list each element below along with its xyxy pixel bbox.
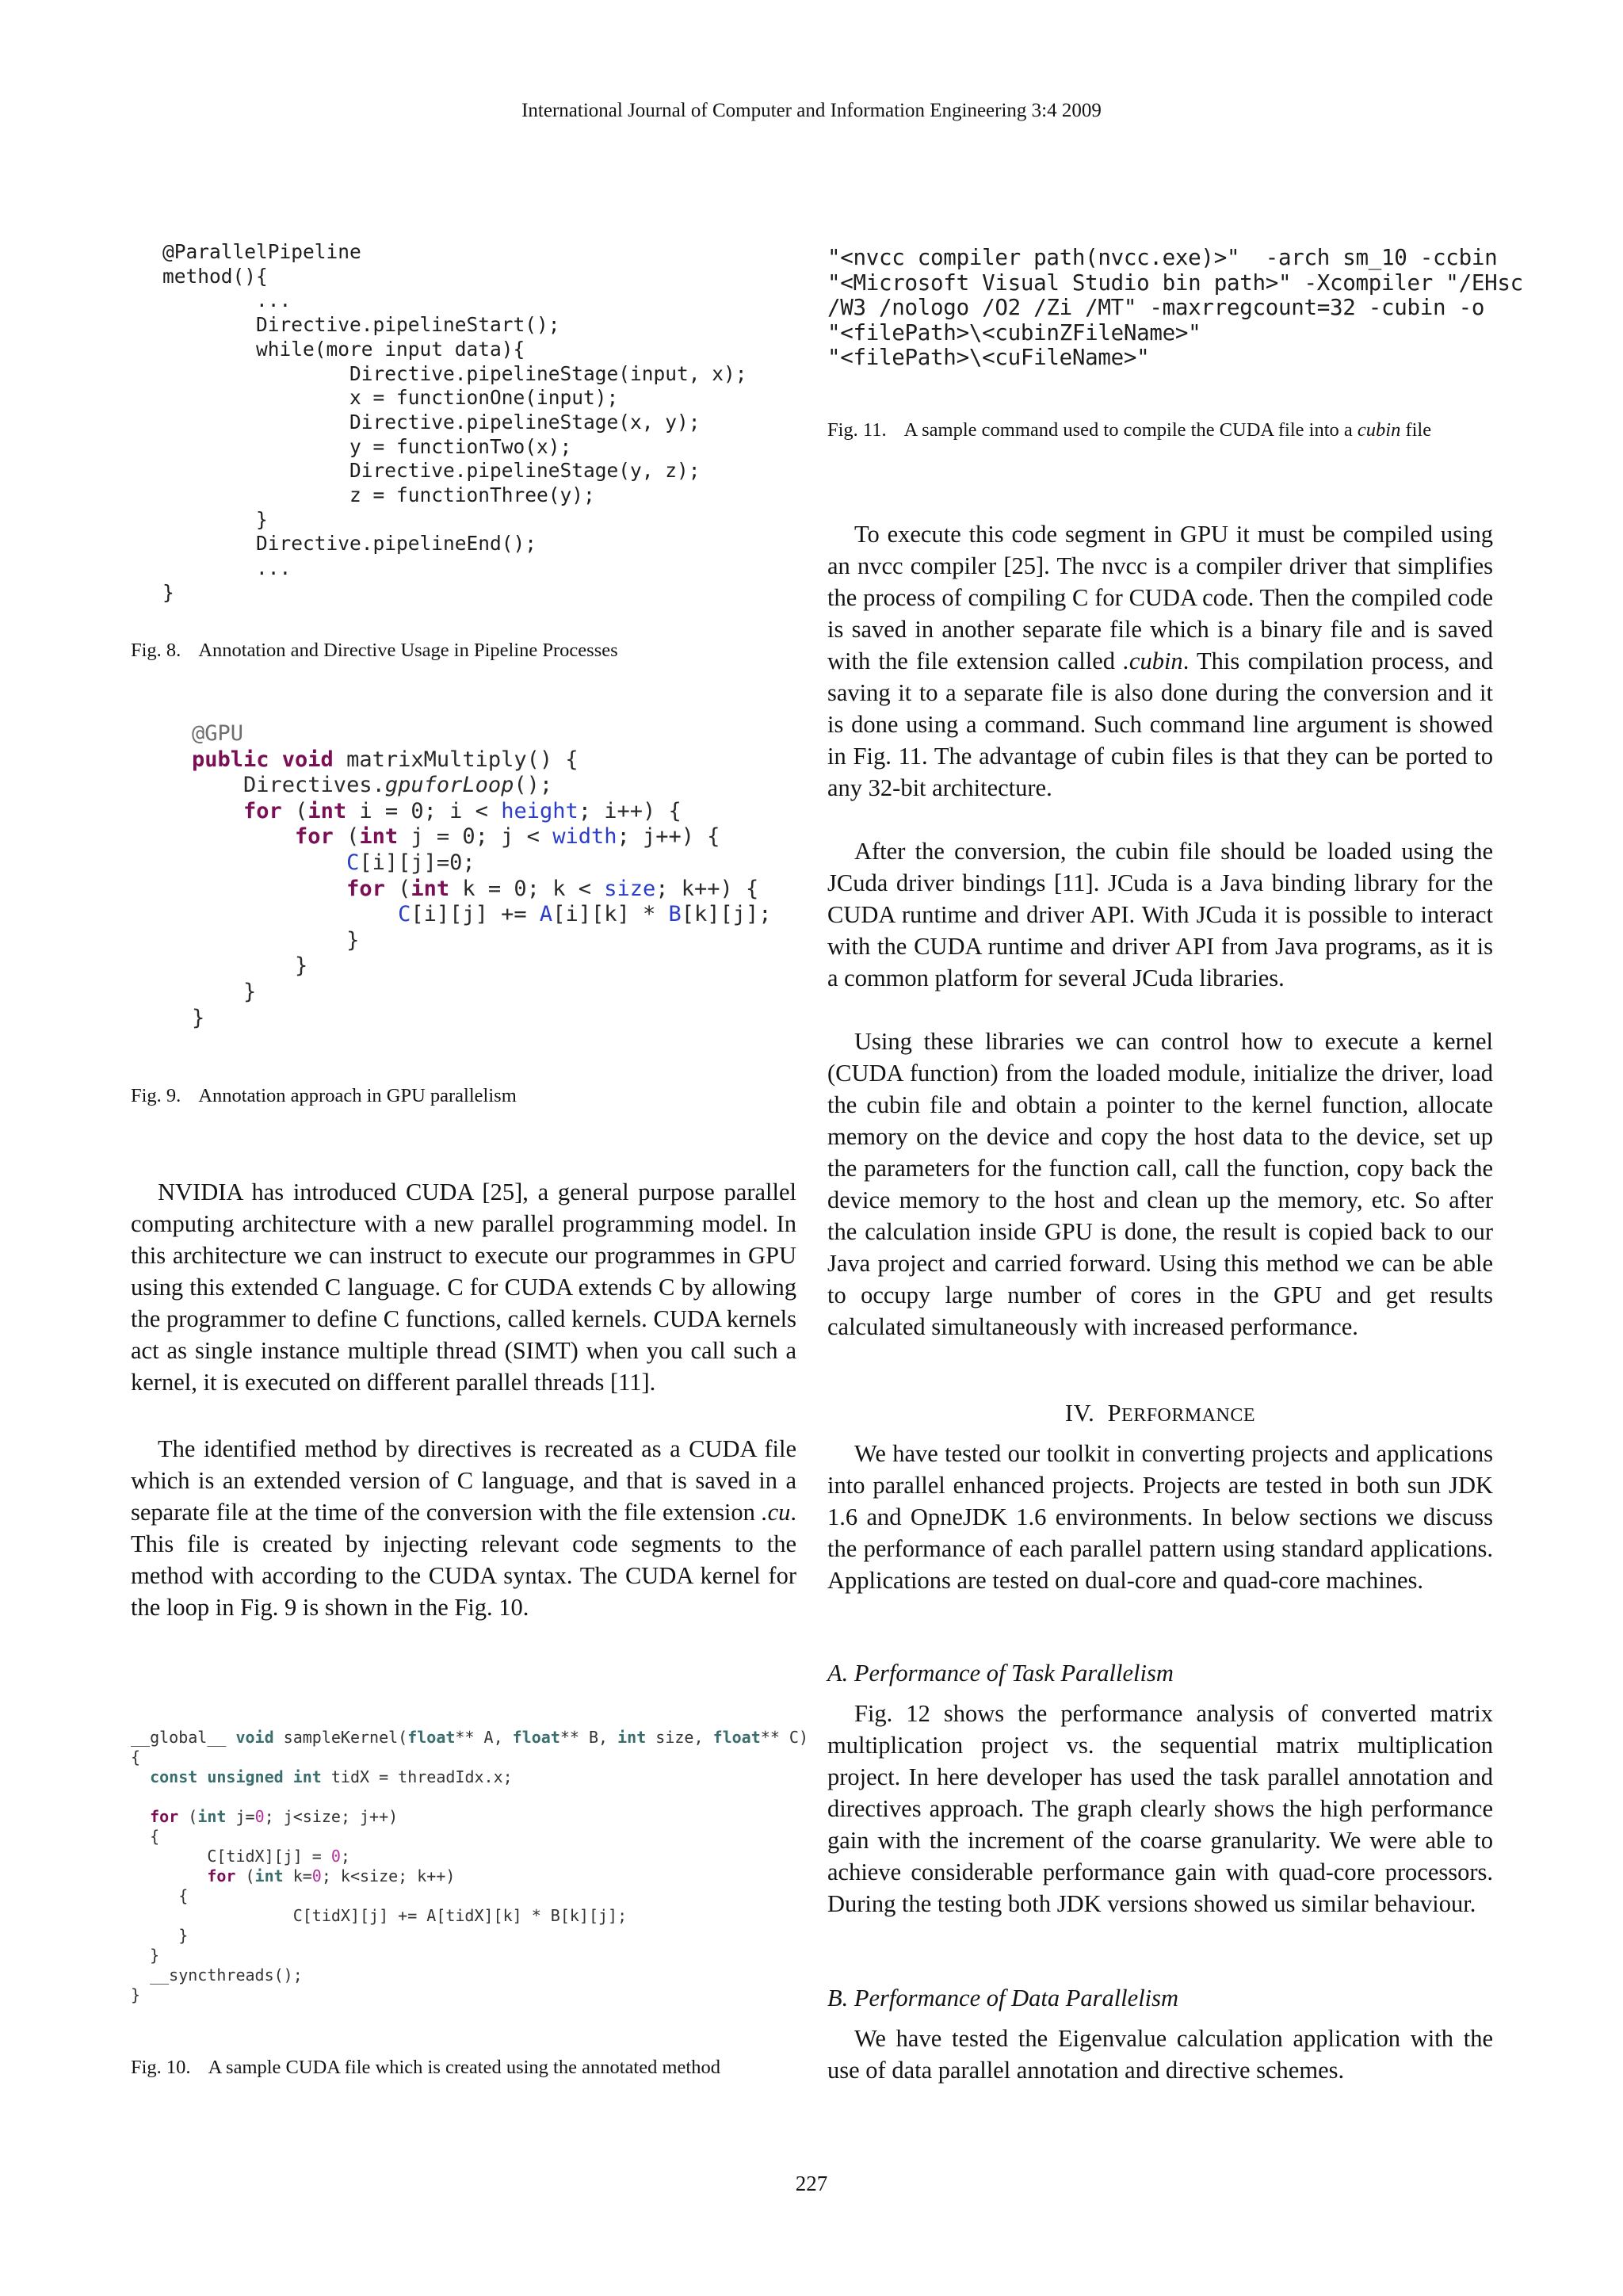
section-number: IV. <box>1064 1400 1095 1427</box>
subsection-b-title: B. Performance of Data Parallelism <box>827 1985 1179 2011</box>
page-number: 227 <box>795 2172 828 2195</box>
right-paragraph-5: Fig. 12 shows the performance analysis of converted matrix multiplication project vs. the sequential matrix multiplication project. In here developer has used the task parallel annotation and directives approach. The graph clearly shows the high performance gain with the increment of the coarse granularity. We were able to achieve considerable performance gain with quad-core processors. During the testing both JDK versions showed us similar behaviour. <box>827 1700 1493 1917</box>
fig10-code-listing: __global__ void sampleKernel(float** A, float** B, int size, float** C) { const unsigned int tidX = threadIdx.x; for (int j=0; j<size; j++) { C[tidX][j] = 0; for (int k=0; k<size; k++) { C[tidX][j] += A[tidX][k] * B[k][j]; } } __syncthreads(); } <box>131 1728 808 2004</box>
journal-header: International Journal of Computer and Information Engineering 3:4 2009 <box>521 100 1102 121</box>
section-title-rest: ERFORMANCE <box>1121 1405 1256 1426</box>
right-paragraph-6: We have tested the Eigenvalue calculation application with the use of data parallel annotation and directive schemes. <box>827 2025 1493 2084</box>
fig10-caption-text: A sample CUDA file which is created using the annotated method <box>208 2057 720 2078</box>
fig9-label: Fig. 9. <box>131 1085 181 1106</box>
right-paragraph-2: After the conversion, the cubin file should be loaded using the JCuda driver bindings [11]. JCuda is a Java binding library for the CUDA runtime and driver API. With JCuda it is possible to interact with the CUDA runtime and driver API from Java programs, as it is a common platform for several JCuda libraries. <box>827 838 1493 991</box>
right-p1-text-a: To execute this code segment in GPU it must be compiled using an nvcc compiler [25]. The nvcc is a compiler driver that simplifies the process of compiling C for CUDA code. Then the compiled code is saved in another separate file which is a binary file and is saved with the file extension called <box>827 521 1493 674</box>
fig11-caption <box>827 418 1493 442</box>
fig11-caption-text: A sample command used to compile the CUDA file into a <box>903 419 1358 441</box>
fig8-label: Fig. 8. <box>131 640 181 661</box>
right-paragraph-3: Using these libraries we can control how to execute a kernel (CUDA function) from the loaded module, initialize the driver, load the cubin file and obtain a pointer to the kernel function, allocate memory on the device and copy the host data to the device, set up the parameters for the function call, call the function, copy back the device memory to the host and clean up the memory, etc. So after the calculation inside GPU is done, the result is copied back to our Java project and carried forward. Using this method we can be able to occupy large number of cores in the GPU and get results calculated simultaneously with increased performance. <box>827 1028 1493 1340</box>
fig11-label: Fig. 11. <box>827 419 887 441</box>
right-paragraph-1 <box>827 518 1493 804</box>
fig9-caption <box>131 1084 796 1108</box>
fig11-command-listing: "<nvcc compiler path(nvcc.exe)>" -arch sm_10 -ccbin "<Microsoft Visual Studio bin path>" -Xcompiler "/EHsc /W3 /nologo /O2 /Zi /MT" -maxrregcount=32 -cubin -o "<filePath>\<cubinZFileName>" "<filePath>\<cuFileName>" <box>827 245 1523 370</box>
fig10-caption <box>131 2056 796 2080</box>
fig10-label: Fig. 10. <box>131 2057 191 2078</box>
subsection-a-title: A. Performance of Task Parallelism <box>827 1660 1174 1687</box>
fig9-caption-text: Annotation approach in GPU parallelism <box>198 1085 517 1106</box>
fig8-caption <box>131 639 796 663</box>
right-p1-text-b: . This compilation process, and saving it to a separate file is also done during the conversion and it is done using a command. Such command line argument is showed in Fig. 11. The advantage of cubin files is that they can be ported to any 32-bit architecture. <box>827 648 1493 801</box>
left-p2-emphasis: .cu <box>761 1499 791 1526</box>
section-heading-performance <box>827 1400 1493 1427</box>
fig9-code-listing: @GPU public void matrixMultiply() { Directives.gpuforLoop(); for (int i = 0; i < height; i++) { for (int j = 0; j < width; j++) { C[i][j]=0; for (int k = 0; k < size; k++) { C[i][j] += A[i][k] * B[k][j]; } } } } <box>192 721 772 1030</box>
fig11-caption-emphasis: cubin <box>1357 419 1401 441</box>
left-paragraph-2 <box>131 1433 796 1623</box>
left-paragraph-1: NVIDIA has introduced CUDA [25], a general purpose parallel computing architecture with a new parallel programming model. In this architecture we can instruct to execute our programmes in GPU using this extended C language. C for CUDA extends C by allowing the programmer to define C functions, called kernels. CUDA kernels act as single instance multiple thread (SIMT) when you call such a kernel, it is executed on different parallel threads [11]. <box>131 1179 796 1396</box>
right-paragraph-4: We have tested our toolkit in converting projects and applications into parallel enhanced projects. Projects are tested in both sun JDK 1.6 and OpneJDK 1.6 environments. In below sections we discuss the performance of each parallel pattern using standard applications. Applications are tested on dual-core and quad-core machines. <box>827 1440 1493 1594</box>
fig8-code-listing: @ParallelPipeline method(){ ... Directive.pipelineStart(); while(more input data){ Directive.pipelineStage(input, x); x = functionOne(input); Directive.pipelineStage(x, y); y = functionTwo(x); Directive.pipelineStage(y, z); z = functionThree(y); } Directive.pipelineEnd(); ... } <box>162 240 747 604</box>
left-p2-text-a: The identified method by directives is recreated as a CUDA file which is an extended version of C language, and that is saved in a separate file at the time of the conversion with the file extension <box>131 1435 796 1526</box>
fig8-caption-text: Annotation and Directive Usage in Pipeline Processes <box>198 640 618 661</box>
section-title-initial: P <box>1107 1400 1122 1427</box>
left-p2-text-b: . This file is created by injecting relevant code segments to the method with according to the CUDA syntax. The CUDA kernel for the loop in Fig. 9 is shown in the Fig. 10. <box>131 1499 796 1621</box>
right-p1-emphasis: .cubin <box>1123 648 1183 674</box>
fig11-caption-tail: file <box>1400 419 1432 441</box>
